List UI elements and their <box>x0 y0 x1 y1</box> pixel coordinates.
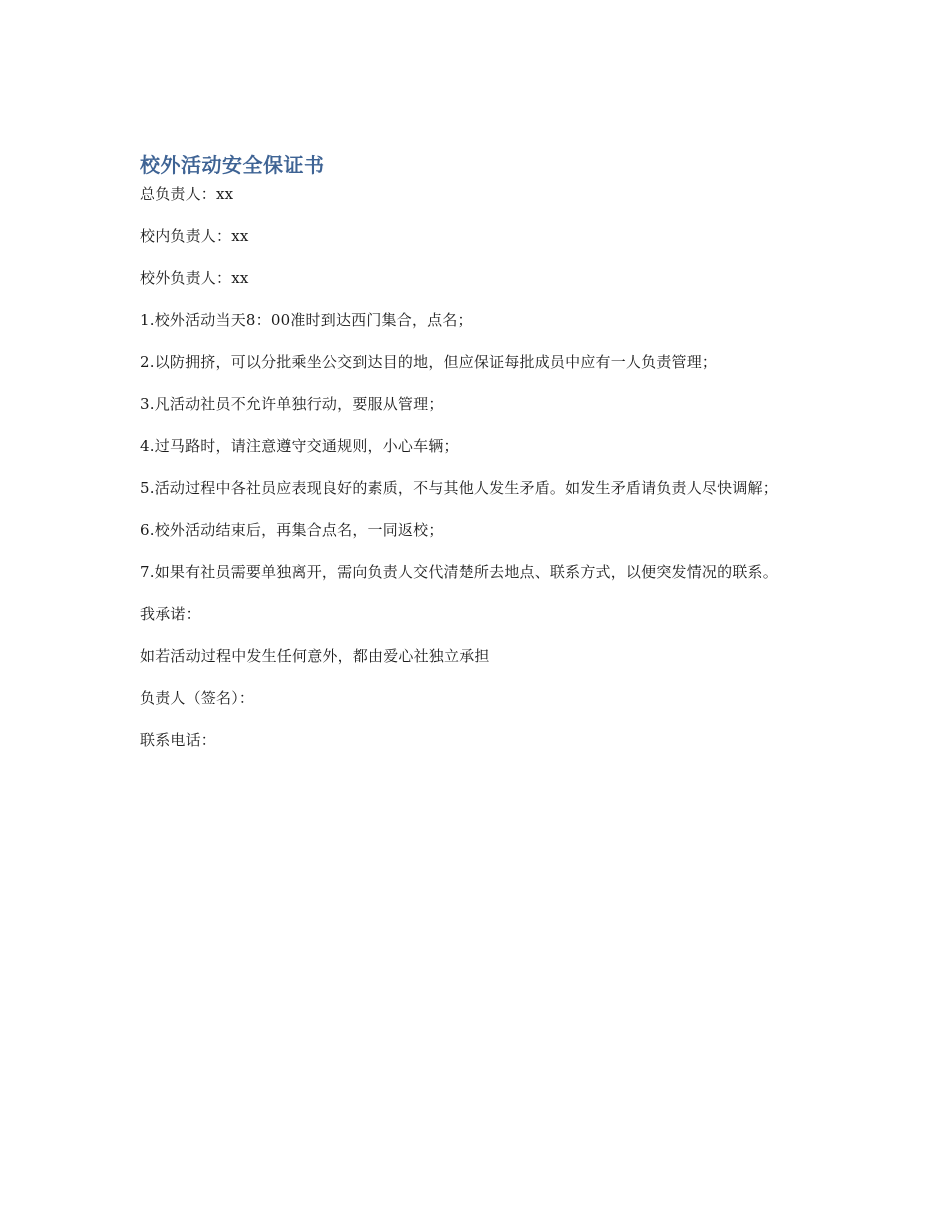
phone-field-label: 联系电话： <box>140 731 217 749</box>
document-body <box>140 150 810 753</box>
general-leader-line: 总负责人：xx <box>140 185 234 203</box>
document-title: 校外活动安全保证书 <box>140 153 325 177</box>
signature-field-label: 负责人（签名）： <box>140 689 255 707</box>
pledge-statement: 如若活动过程中发生任何意外，都由爱心社独立承担 <box>140 647 490 665</box>
rule-item-3: 3.凡活动社员不允许单独行动，要服从管理； <box>140 395 444 413</box>
on-campus-leader-line: 校内负责人：xx <box>140 227 249 245</box>
rule-item-7: 7.如果有社员需要单独离开，需向负责人交代清楚所去地点、联系方式，以便突发情况的联系。 <box>140 563 778 581</box>
rule-item-1: 1.校外活动当天8：00准时到达西门集合，点名； <box>140 311 473 329</box>
rule-item-6: 6.校外活动结束后，再集合点名，一同返校； <box>140 521 444 539</box>
off-campus-leader-line: 校外负责人：xx <box>140 269 249 287</box>
pledge-heading: 我承诺： <box>140 605 201 623</box>
rule-item-5: 5.活动过程中各社员应表现良好的素质，不与其他人发生矛盾。如发生矛盾请负责人尽快调解； <box>140 479 778 497</box>
rule-item-4: 4.过马路时，请注意遵守交通规则，小心车辆； <box>140 437 459 455</box>
rule-item-2: 2.以防拥挤，可以分批乘坐公交到达目的地，但应保证每批成员中应有一人负责管理； <box>140 353 718 371</box>
